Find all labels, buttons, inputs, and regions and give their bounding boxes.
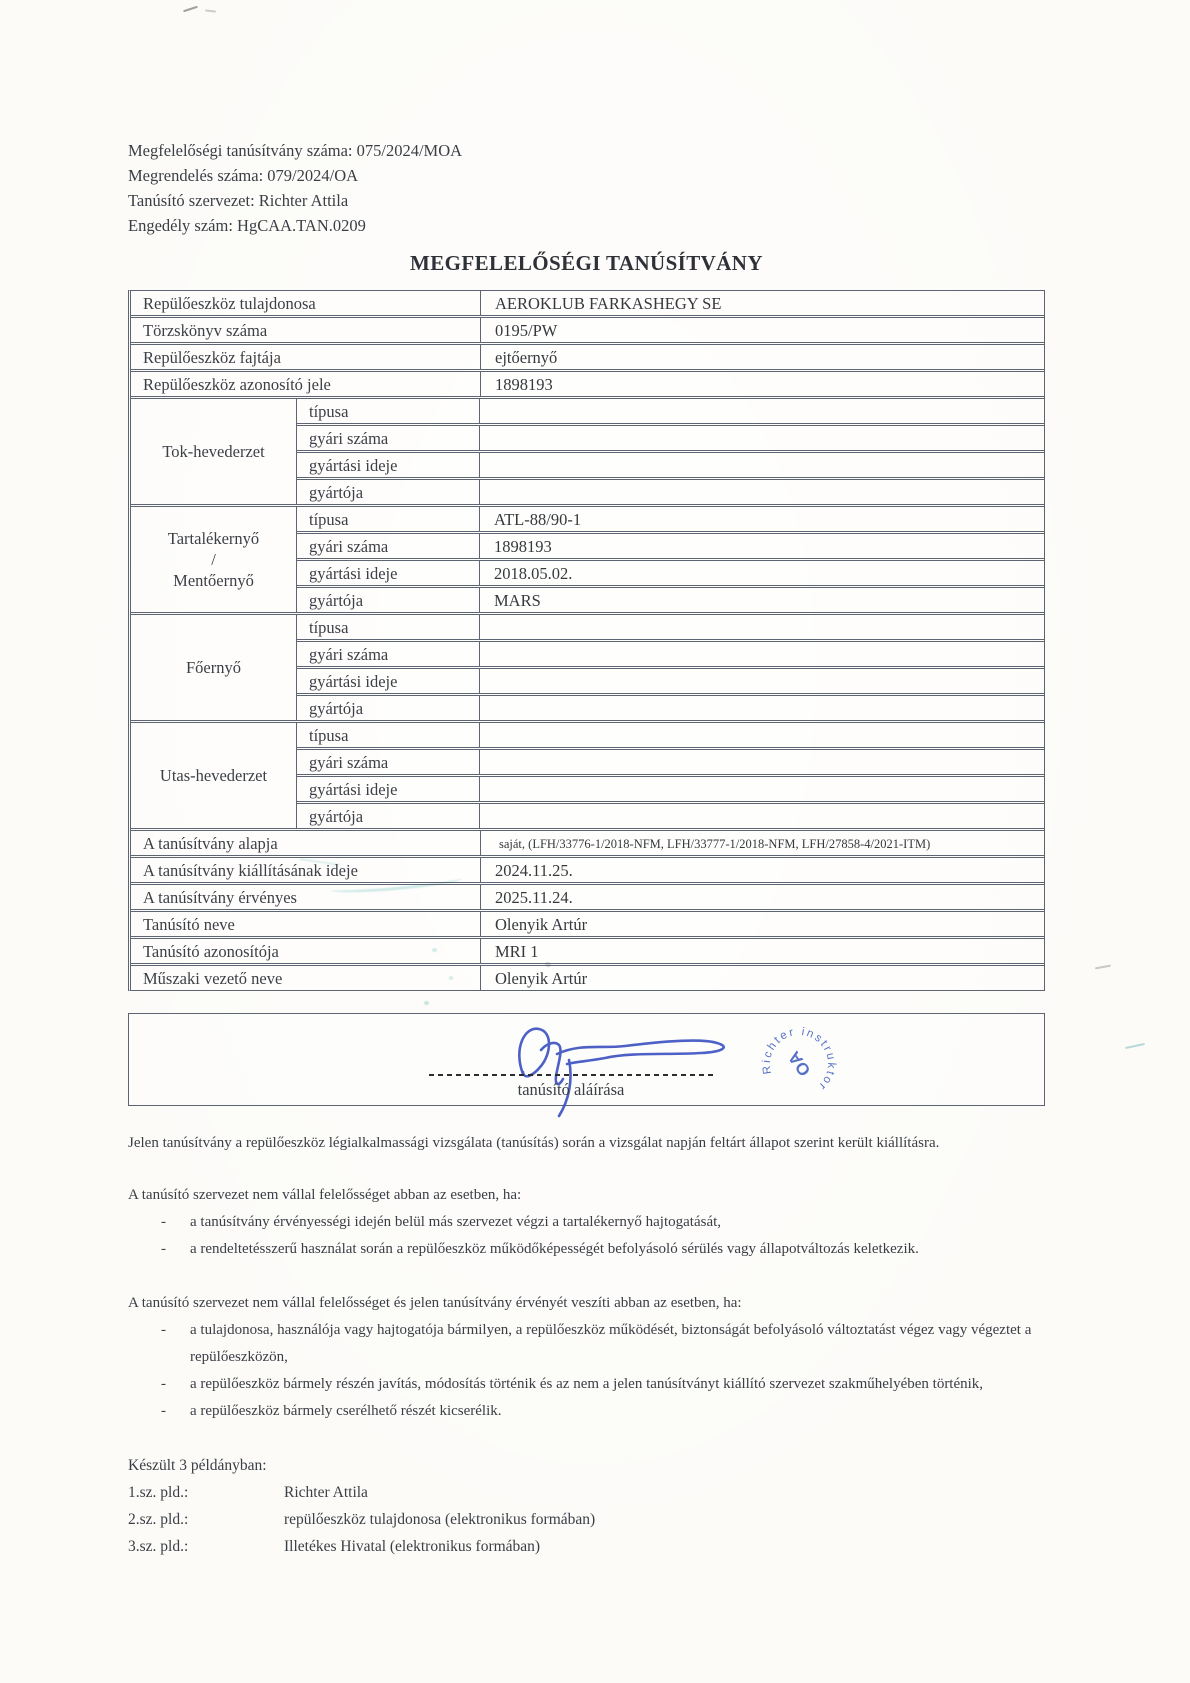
row-label: gyári száma [297,750,480,774]
table-row [297,480,1044,504]
copy-row [128,1506,1068,1533]
row-value: 2025.11.24. [495,888,573,907]
table-row [131,831,1044,858]
copy-number: 2.sz. pld.: [128,1511,189,1528]
row-label: gyártási ideje [297,777,480,801]
permit-number-line: Engedély szám: HgCAA.TAN.0209 [128,216,366,235]
row-value: Olenyik Artúr [495,969,588,988]
row-value [480,480,1044,504]
group-name [131,615,297,720]
row-label: gyári száma [297,642,480,666]
copy-number: 1.sz. pld.: [128,1484,189,1501]
row-value [480,615,1044,639]
table-row [131,885,1044,912]
table-row [297,750,1044,777]
table-row [297,534,1044,561]
row-value [480,804,1044,828]
row-value [480,399,1044,423]
table-row [131,345,1044,372]
copy-recipient: Richter Attila [284,1484,368,1501]
row-value [480,696,1044,720]
table-row [297,777,1044,804]
table-row [297,804,1044,828]
note-paragraph: Jelen tanúsítvány a repülőeszköz légialkalmassági vizsgálata (tanúsítás) során a vizsgálat napján feltárt állapot szerint került kiállításra. [128,1135,940,1151]
row-value: 2018.05.02. [494,564,573,583]
round-stamp [751,1016,847,1112]
table-row [131,372,1044,399]
copy-row [128,1533,1068,1560]
table-row [297,399,1044,426]
table-row [297,588,1044,612]
row-label: Repülőeszköz fajtája [131,345,481,369]
bullet-item: - a tanúsítvány érvényességi idején belül más szervezet végzi a tartalékernyő hajtogatását, [190,1209,1068,1236]
table-row [297,669,1044,696]
scan-mark [1125,1043,1145,1049]
table-row [297,615,1044,642]
group-name-line: Tok-hevederzet [162,442,265,461]
row-value [480,669,1044,693]
table-row [297,453,1044,480]
table-row [131,318,1044,345]
row-label: típusa [297,507,480,531]
row-label: A tanúsítvány kiállításának ideje [131,858,481,882]
row-label: gyártója [297,804,480,828]
row-value: Olenyik Artúr [495,915,588,934]
row-value [480,750,1044,774]
bullet-item: - a repülőeszköz bármely cserélhető részét kicserélik. [190,1398,1068,1425]
table-row [131,966,1044,990]
row-label: gyári száma [297,534,480,558]
signature-caption: tanúsító aláírása [517,1080,625,1099]
row-label: Törzskönyv száma [131,318,481,342]
bullet-item: - a rendeltetésszerű használat során a repülőeszköz működőképességét befolyásoló sérülés vagy állapotváltozás keletkezik. [190,1236,1068,1263]
copy-recipient: repülőeszköz tulajdonosa (elektronikus formában) [284,1511,596,1528]
row-value: AEROKLUB FARKASHEGY SE [495,294,722,313]
bullet-item: - a repülőeszköz bármely részén javítás, módosítás történik és az nem a jelen tanúsítványt kiállító szervezet szakműhelyében történik, [190,1371,1068,1398]
page-title: MEGFELELŐSÉGI TANÚSÍTVÁNY [410,251,763,275]
row-label: típusa [297,723,480,747]
signature-line [429,1074,713,1076]
certificate-table [128,290,1045,991]
row-label: típusa [297,615,480,639]
row-label: Repülőeszköz tulajdonosa [131,291,481,315]
group-subrows [297,507,1044,612]
group-name-line: Mentőernyő [173,571,254,590]
table-row [297,696,1044,720]
row-value: MRI 1 [495,942,539,961]
table-group-tok-hevederzet [131,399,1044,507]
row-label: A tanúsítvány érvényes [131,885,481,909]
row-label: Repülőeszköz azonosító jele [131,372,481,396]
row-value: 2024.11.25. [495,861,573,880]
disclaimer-intro: A tanúsító szervezet nem vállal felelősséget abban az esetben, ha: [128,1187,522,1203]
row-label: A tanúsítvány alapja [131,831,481,855]
disclaimer-bullets [128,1209,1068,1263]
group-name-line: Utas-hevederzet [159,766,268,785]
row-value: MARS [494,591,541,610]
copy-recipient: Illetékes Hivatal (elektronikus formában) [284,1538,541,1555]
order-number-line: Megrendelés száma: 079/2024/OA [128,166,359,185]
row-label: gyártója [297,696,480,720]
disclaimer-intro: A tanúsító szervezet nem vállal felelősséget és jelen tanúsítvány érvényét veszíti abban az esetben, ha: [128,1295,742,1311]
table-row [297,561,1044,588]
table-group-tartalekernyo [131,507,1044,615]
row-value: 0195/PW [495,321,558,340]
copies-section [128,1452,1068,1560]
disclaimer-bullets [128,1317,1068,1425]
certificate-number-line: Megfelelőségi tanúsítvány száma: 075/2024/MOA [128,141,463,160]
group-name [131,399,297,504]
group-name-line: / [211,550,216,569]
row-label: gyártási ideje [297,453,480,477]
table-row [131,858,1044,885]
row-value: ATL-88/90-1 [494,510,582,529]
disclaimer-block-1 [128,1182,1068,1263]
row-label: Tanúsító neve [131,912,481,936]
row-label: típusa [297,399,480,423]
document-header [128,0,1068,238]
table-group-foernyo [131,615,1044,723]
copy-number: 3.sz. pld.: [128,1538,189,1555]
row-label: gyártója [297,588,480,612]
group-name [131,723,297,828]
handwritten-signature [501,1018,751,1122]
row-label: Tanúsító azonosítója [131,939,481,963]
group-name-line: Főernyő [186,658,241,677]
copy-row [128,1479,1068,1506]
row-value [480,426,1044,450]
row-label: gyártási ideje [297,561,480,585]
table-row [131,291,1044,318]
row-value: saját, (LFH/33776-1/2018-NFM, LFH/33777-1/2018-NFM, LFH/27858-4/2021-ITM) [499,837,931,851]
table-row [297,426,1044,453]
row-value [480,453,1044,477]
group-subrows [297,399,1044,504]
group-subrows [297,723,1044,828]
copies-title: Készült 3 példányban: [128,1457,267,1474]
row-value: ejtőernyő [495,348,558,367]
disclaimer-block-2 [128,1290,1068,1425]
table-row [297,507,1044,534]
certifier-organization-line: Tanúsító szervezet: Richter Attila [128,191,349,210]
row-value: 1898193 [495,375,553,394]
scan-mark [1095,965,1111,970]
row-value [480,723,1044,747]
table-group-utas-hevederzet [131,723,1044,831]
row-value [480,777,1044,801]
stamp-ring-text: Richter instruktor [760,1025,838,1094]
row-value: 1898193 [494,537,552,556]
stamp-center-text: OA [784,1047,815,1080]
signature-box [128,1013,1045,1106]
group-name-line: Tartalékernyő [167,529,260,548]
table-row [297,723,1044,750]
table-row [131,912,1044,939]
row-value [480,642,1044,666]
group-subrows [297,615,1044,720]
row-label: Műszaki vezető neve [131,966,481,990]
row-label: gyártási ideje [297,669,480,693]
row-label: gyártója [297,480,480,504]
group-name [131,507,297,612]
table-row [297,642,1044,669]
bullet-item: - a tulajdonosa, használója vagy hajtogatója bármilyen, a repülőeszköz működését, biztonságát befolyásoló változtatást végez vagy végeztet a repülőeszközön, [190,1317,1068,1371]
row-label: gyári száma [297,426,480,450]
table-row [131,939,1044,966]
